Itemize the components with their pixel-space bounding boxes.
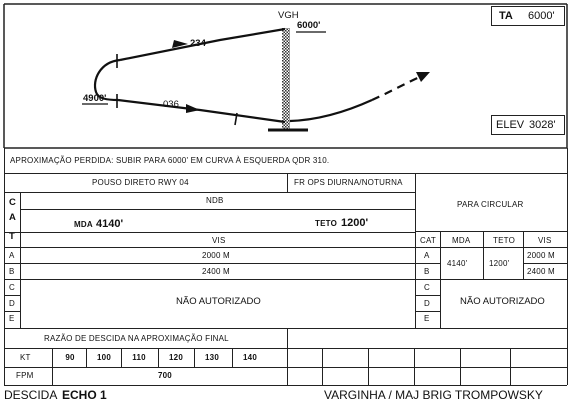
circling-mda-value: 4140' xyxy=(447,259,468,268)
row-cat-e: E xyxy=(9,314,15,323)
row-vis-b: 2400 M xyxy=(202,267,230,276)
circling-vis-a: 2000 M xyxy=(527,251,555,260)
turn-altitude: 4900' xyxy=(83,93,107,104)
inbound-track xyxy=(118,100,285,122)
descent-top-rule xyxy=(4,328,567,329)
ops-title: FR OPS DIURNA/NOTURNA xyxy=(294,178,403,187)
fix-altitude: 6000' xyxy=(297,20,321,31)
kt-value-130: 130 xyxy=(205,353,219,362)
fix-label: VGH xyxy=(278,10,299,21)
circling-row-c-rule xyxy=(415,295,440,296)
kt-value-120: 120 xyxy=(169,353,183,362)
fpm-label: FPM xyxy=(16,371,34,380)
ops-title-divider xyxy=(287,173,288,192)
circling-header-teto: TETO xyxy=(493,236,515,245)
outer-right-rule xyxy=(567,148,568,385)
circling-cat-c: C xyxy=(424,283,430,292)
row-cat-d: D xyxy=(9,299,15,308)
inbound-arrowhead xyxy=(186,104,200,113)
airport-name: VARGINHA / MAJ BRIG TROMPOWSKY xyxy=(324,388,543,402)
kt-value-90: 90 xyxy=(65,353,75,362)
circling-not-authorized: NÃO AUTORIZADO xyxy=(460,296,545,307)
kt-rule-2 xyxy=(121,348,122,367)
row-cat-c: C xyxy=(9,283,15,292)
kt-row-bottom-rule xyxy=(4,367,567,368)
circling-header-cat: CAT xyxy=(420,236,437,245)
circling-row-a-vis-rule xyxy=(523,263,567,264)
circling-title: PARA CIRCULAR xyxy=(457,200,524,209)
elev-value: 3028' xyxy=(529,119,556,131)
missed-approach-dashed xyxy=(372,76,422,100)
row-c-rule xyxy=(4,295,20,296)
circling-cat-d: D xyxy=(424,299,430,308)
procedure-name: ECHO 1 xyxy=(62,388,107,402)
circling-teto-rule xyxy=(523,231,524,279)
circling-mda-rule xyxy=(483,231,484,279)
kt-value-110: 110 xyxy=(132,353,146,362)
profile-view xyxy=(0,0,571,150)
elev-label: ELEV xyxy=(496,119,525,131)
row-b-rule xyxy=(4,279,415,280)
row-cat-b: B xyxy=(9,267,15,276)
type-row-rule xyxy=(20,209,415,210)
circling-row-b-rule xyxy=(415,279,567,280)
missed-approach-solid xyxy=(290,100,372,121)
header-row-rule xyxy=(4,192,415,193)
circling-header-vis: VIS xyxy=(538,236,552,245)
circling-teto-value: 1200' xyxy=(489,259,510,268)
descent-title: RAZÃO DE DESCIDA NA APROXIMAÇÃO FINAL xyxy=(44,334,229,343)
circling-header-rule xyxy=(415,247,567,248)
straight-in-title: POUSO DIRETO RWY 04 xyxy=(92,178,189,187)
circling-row-d-rule xyxy=(415,311,440,312)
procedure-prefix: DESCIDA xyxy=(4,388,58,402)
cat-letter-t: T xyxy=(9,231,15,242)
circling-cat-e: E xyxy=(424,314,430,323)
fix-hatched-band xyxy=(282,28,290,130)
missed-approach-text: APROXIMAÇÃO PERDIDA: SUBIR PARA 6000' EM CURVA À ESQUERDA QDR 310. xyxy=(10,156,330,165)
mda-value: 4140' xyxy=(96,218,124,230)
circling-row-a-cat-rule xyxy=(415,263,440,264)
row-d-rule xyxy=(4,311,20,312)
approach-type: NDB xyxy=(206,196,224,205)
kt-value-140: 140 xyxy=(243,353,257,362)
missed-approach-bottom-rule xyxy=(4,173,567,174)
kt-rule-4 xyxy=(194,348,195,367)
cat-letter-a: A xyxy=(9,212,16,223)
kt-value-100: 100 xyxy=(97,353,111,362)
vis-label: VIS xyxy=(212,236,226,245)
outbound-course: 234 xyxy=(190,38,206,49)
circling-cat-a: A xyxy=(424,251,430,260)
kt-rule-1 xyxy=(86,348,87,367)
teto-label: TETO xyxy=(315,219,337,228)
row-vis-a: 2000 M xyxy=(202,251,230,260)
row-cat-a: A xyxy=(9,251,15,260)
circling-cat-b: B xyxy=(424,267,430,276)
grid-rule-3 xyxy=(414,348,415,385)
cat-letter-c: C xyxy=(9,197,16,208)
missed-approach-arrowhead xyxy=(416,72,430,82)
mda-label: MDA xyxy=(74,220,93,229)
cat-column-rule xyxy=(20,192,21,328)
circling-title-rule xyxy=(415,231,567,232)
grid-rule-4 xyxy=(460,348,461,385)
vis-row-rule xyxy=(4,247,415,248)
circling-header-mda: MDA xyxy=(452,236,471,245)
kt-row-top-rule xyxy=(4,348,567,349)
circling-vis-b: 2400 M xyxy=(527,267,555,276)
kt-rule-3 xyxy=(158,348,159,367)
kt-label-rule xyxy=(52,348,53,385)
grid-rule-1 xyxy=(322,348,323,385)
ta-label: TA xyxy=(499,10,513,22)
grid-rule-2 xyxy=(368,348,369,385)
straight-in-not-authorized: NÃO AUTORIZADO xyxy=(176,296,261,307)
grid-rule-5 xyxy=(510,348,511,385)
outer-left-rule xyxy=(4,148,5,385)
fpm-row-bottom-rule xyxy=(4,385,567,386)
row-a-rule xyxy=(4,263,415,264)
kt-rule-5 xyxy=(232,348,233,367)
ta-value: 6000' xyxy=(528,10,555,22)
teto-value: 1200' xyxy=(341,217,369,229)
mda-row-rule xyxy=(4,232,415,233)
straight-circling-divider xyxy=(415,173,416,328)
descent-right-rule xyxy=(287,328,288,385)
inbound-course: 036 xyxy=(163,99,179,110)
fpm-value: 700 xyxy=(158,371,172,380)
kt-label: KT xyxy=(20,353,31,362)
